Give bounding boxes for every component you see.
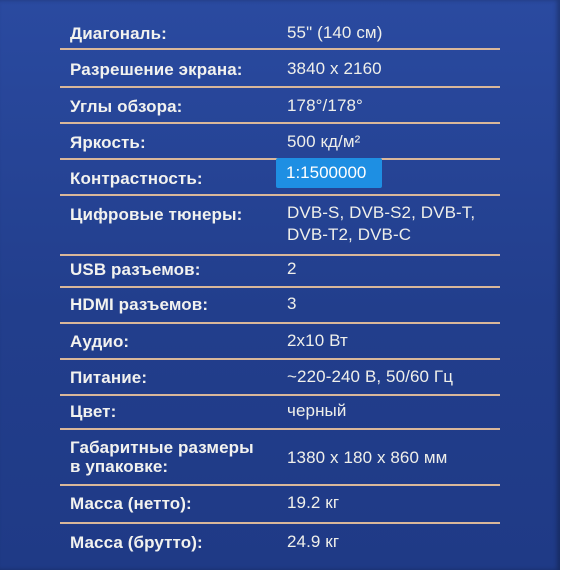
spec-row-viewing-angles — [60, 86, 500, 124]
spec-value: 2 — [287, 259, 297, 278]
spec-row-color — [60, 394, 500, 430]
spec-value: 2x10 Вт — [287, 331, 348, 350]
spec-row-diagonal — [60, 14, 500, 50]
spec-value: 24.9 кг — [287, 532, 340, 551]
selected-contrast-value[interactable]: 1:1500000 — [286, 163, 367, 182]
spec-value: 3 — [287, 294, 297, 313]
spec-value: черный — [287, 401, 347, 420]
spec-label: Цвет: — [70, 402, 117, 421]
spec-label: Цифровые тюнеры: — [70, 205, 243, 224]
spec-label: USB разъемов: — [70, 260, 201, 279]
spec-label: Питание: — [70, 368, 148, 387]
spec-row-gross-weight — [60, 522, 500, 558]
spec-label: Масса (брутто): — [70, 533, 203, 552]
spec-value: 19.2 кг — [287, 493, 340, 512]
spec-label: Диагональ: — [70, 24, 167, 43]
spec-value: ~220-240 В, 50/60 Гц — [287, 367, 454, 386]
spec-label: Углы обзора: — [70, 97, 183, 116]
spec-label: Габаритные размеры в упаковке: — [70, 438, 254, 476]
spec-row-brightness — [60, 122, 500, 160]
spec-value: DVB-S, DVB-S2, DVB-T, DVB-T2, DVB-C — [287, 203, 476, 244]
spec-label: Аудио: — [70, 332, 130, 351]
spec-row-package-dimensions — [60, 428, 500, 486]
spec-label: Разрешение экрана: — [70, 60, 243, 79]
spec-label: HDMI разъемов: — [70, 295, 209, 314]
spec-row-audio — [60, 322, 500, 360]
spec-value: 178°/178° — [287, 96, 363, 115]
spec-value: 1380 x 180 x 860 мм — [287, 448, 448, 467]
spec-row-tuners — [60, 194, 500, 256]
spec-row-net-weight — [60, 484, 500, 524]
spec-label: Масса (нетто): — [70, 494, 192, 513]
spec-value: 500 кд/м² — [287, 132, 361, 151]
spec-value: 55" (140 см) — [287, 23, 383, 42]
spec-row-resolution — [60, 48, 500, 88]
spec-label: Контрастность: — [70, 169, 203, 188]
spec-label: Яркость: — [70, 133, 146, 152]
spec-value: 3840 x 2160 — [287, 59, 382, 78]
spec-row-power — [60, 358, 500, 396]
spec-row-hdmi — [60, 286, 500, 324]
spec-row-usb — [60, 254, 500, 288]
